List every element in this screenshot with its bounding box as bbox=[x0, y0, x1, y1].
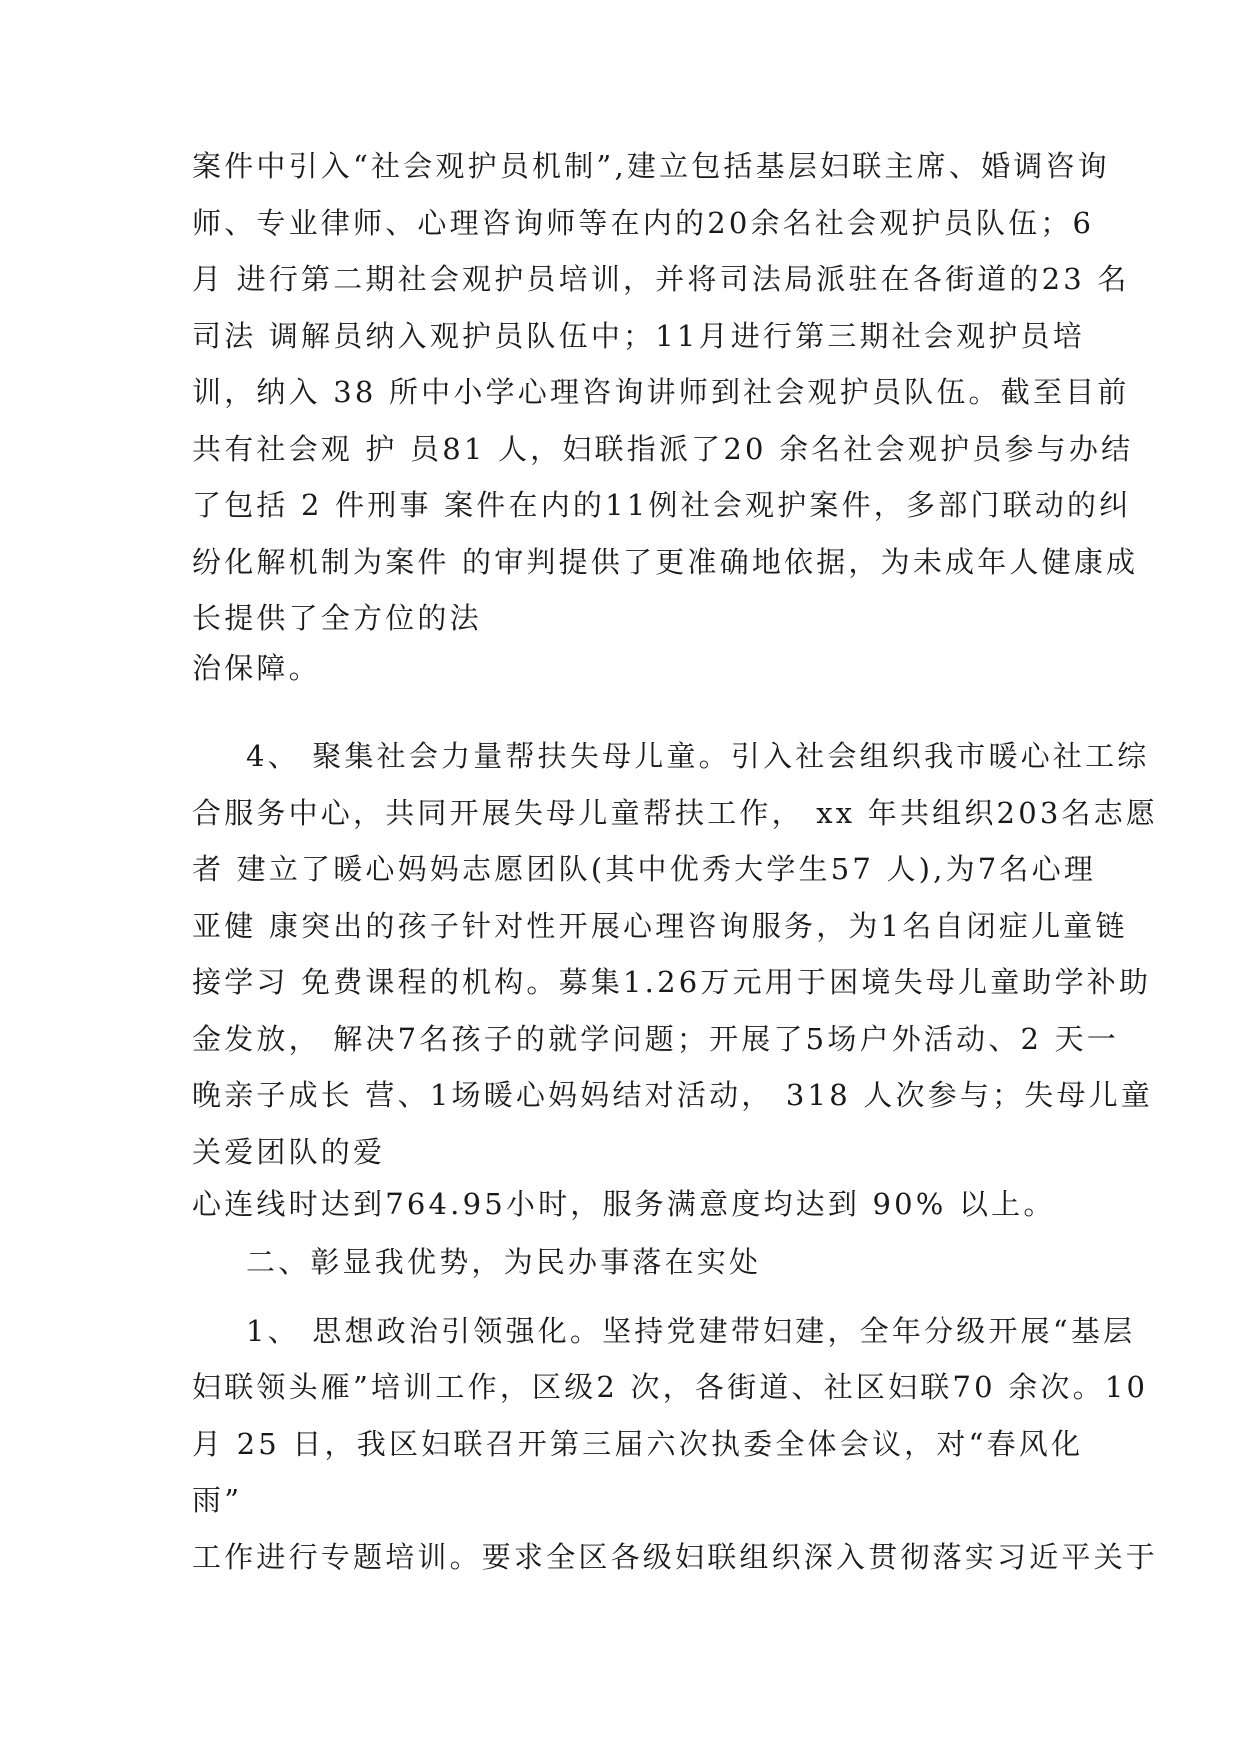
text-line-7: 了包括 2 件刑事 案件在内的11例社会观护案件，多部门联动的纠 bbox=[192, 488, 1132, 522]
text-line-17: 晚亲子成长 营、1场暖心妈妈结对活动， 318 人次参与；失母儿童 bbox=[192, 1078, 1154, 1112]
text-line-4: 司法 调解员纳入观护员队伍中；11月进行第三期社会观护员培 bbox=[192, 319, 1085, 353]
text-line-24: 雨” bbox=[192, 1483, 243, 1517]
text-line-1: 案件中引入“社会观护员机制”,建立包括基层妇联主席、婚调咨询 bbox=[192, 149, 1110, 183]
paragraph-1-heading-line: 1、 思想政治引领强化。坚持党建带妇建，全年分级开展“基层 bbox=[246, 1314, 1136, 1348]
text-line-23: 月 25 日，我区妇联召开第三届六次执委全体会议，对“春风化 bbox=[192, 1427, 1084, 1461]
text-line-12: 合服务中心，共同开展失母儿童帮扶工作， xx 年共组织203名志愿 bbox=[192, 796, 1159, 830]
section-heading: 二、彰显我优势，为民办事落在实处 bbox=[246, 1245, 762, 1279]
text-line-19: 心连线时达到764.95小时，服务满意度均达到 90% 以上。 bbox=[192, 1187, 1056, 1221]
text-line-13: 者 建立了暖心妈妈志愿团队(其中优秀大学生57 人),为7名心理 bbox=[192, 852, 1097, 886]
text-line-3: 月 进行第二期社会观护员培训，并将司法局派驻在各街道的23 名 bbox=[192, 262, 1130, 296]
text-line-5: 训，纳入 38 所中小学心理咨询讲师到社会观护员队伍。截至目前 bbox=[192, 375, 1130, 409]
text-line-16: 金发放， 解决7名孩子的就学问题；开展了5场户外活动、2 天一 bbox=[192, 1022, 1119, 1056]
text-line-22: 妇联领头雁”培训工作，区级2 次，各街道、社区妇联70 余次。10 bbox=[192, 1370, 1149, 1404]
text-line-18: 关爱团队的爱 bbox=[192, 1135, 386, 1169]
text-line-15: 接学习 免费课程的机构。募集1.26万元用于困境失母儿童助学补助 bbox=[192, 965, 1152, 999]
text-line-25: 工作进行专题培训。要求全区各级妇联组织深入贯彻落实习近平关于 bbox=[192, 1540, 1159, 1574]
text-line-6: 共有社会观 护 员81 人，妇联指派了20 余名社会观护员参与办结 bbox=[192, 432, 1134, 466]
text-line-8: 纷化解机制为案件 的审判提供了更准确地依据，为未成年人健康成 bbox=[192, 545, 1139, 579]
text-line-2: 师、专业律师、心理咨询师等在内的20余名社会观护员队伍；6 bbox=[192, 206, 1095, 240]
text-line-14: 亚健 康突出的孩子针对性开展心理咨询服务，为1名自闭症儿童链 bbox=[192, 909, 1128, 943]
paragraph-4-heading-line: 4、 聚集社会力量帮扶失母儿童。引入社会组织我市暖心社工综 bbox=[246, 739, 1150, 773]
text-line-9: 长提供了全方位的法 bbox=[192, 601, 482, 635]
text-line-10: 治保障。 bbox=[192, 651, 321, 685]
